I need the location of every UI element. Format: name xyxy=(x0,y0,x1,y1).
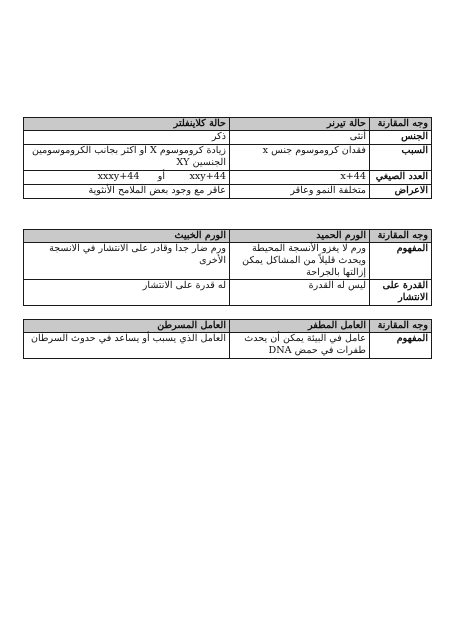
header-cell: الورم الخبيث xyxy=(24,230,230,243)
table-row xyxy=(24,131,432,145)
table-cell: أنثى xyxy=(230,131,370,145)
table-cell: ليس له القدرة xyxy=(230,280,370,306)
comparison-table-mutagen-carcinogen xyxy=(23,319,432,359)
header-cell: وجه المقارنة xyxy=(370,320,432,333)
table-cell: 44+xxy أو 44+xxxy xyxy=(24,171,230,185)
comparison-table-tumors xyxy=(23,229,432,306)
header-cell: وجه المقارنة xyxy=(370,118,432,131)
table-cell: ورم ضار جدا وقادر على الانتشار في الانسجة الأخرى xyxy=(24,243,230,280)
table-cell: متخلفة النمو وعاقر xyxy=(230,185,370,199)
table-cell: زيادة كروموسوم X او اكثر بجانب الكروموسومين الجنسين XY xyxy=(24,145,230,171)
table-cell: فقدان كروموسوم جنس x xyxy=(230,145,370,171)
table-cell: العامل الذي يسبب أو يساعد في حدوث السرطان xyxy=(24,333,230,359)
table-cell: ذكر xyxy=(24,131,230,145)
table-row xyxy=(24,280,432,306)
row-label: السبب xyxy=(370,145,432,171)
row-label: المفهوم xyxy=(370,333,432,359)
table-cell: ورم لا يغزو الأنسجة المحيطة ويحدث قليلاً من المشاكل يمكن إزالتها بالجراحة xyxy=(230,243,370,280)
table-cell: 44+x xyxy=(230,171,370,185)
row-label: المفهوم xyxy=(370,243,432,280)
table-row xyxy=(24,185,432,199)
header-cell: حالة كلاينفلتر xyxy=(24,118,230,131)
table-row xyxy=(24,243,432,280)
header-cell: العامل المطفر xyxy=(230,320,370,333)
header-cell: الورم الحميد xyxy=(230,230,370,243)
row-label: الجنس xyxy=(370,131,432,145)
table-row xyxy=(24,171,432,185)
table-cell: عامل في البيئة يمكن أن يحدث طفرات في حمض DNA xyxy=(230,333,370,359)
table-cell: عاقر مع وجود بعض الملامح الأنثوية xyxy=(24,185,230,199)
row-label: العدد الصيغي xyxy=(370,171,432,185)
table-row xyxy=(24,333,432,359)
row-label: القدرة على الانتشار xyxy=(370,280,432,306)
comparison-table-turner-klinefelter xyxy=(23,117,432,199)
table-header-row xyxy=(24,118,432,131)
table-header-row xyxy=(24,230,432,243)
header-cell: وجه المقارنة xyxy=(370,230,432,243)
table-row xyxy=(24,145,432,171)
table-cell: له قدرة على الانتشار xyxy=(24,280,230,306)
table-header-row xyxy=(24,320,432,333)
row-label: الاعراض xyxy=(370,185,432,199)
header-cell: العامل المسرطن xyxy=(24,320,230,333)
header-cell: حالة تيرنر xyxy=(230,118,370,131)
